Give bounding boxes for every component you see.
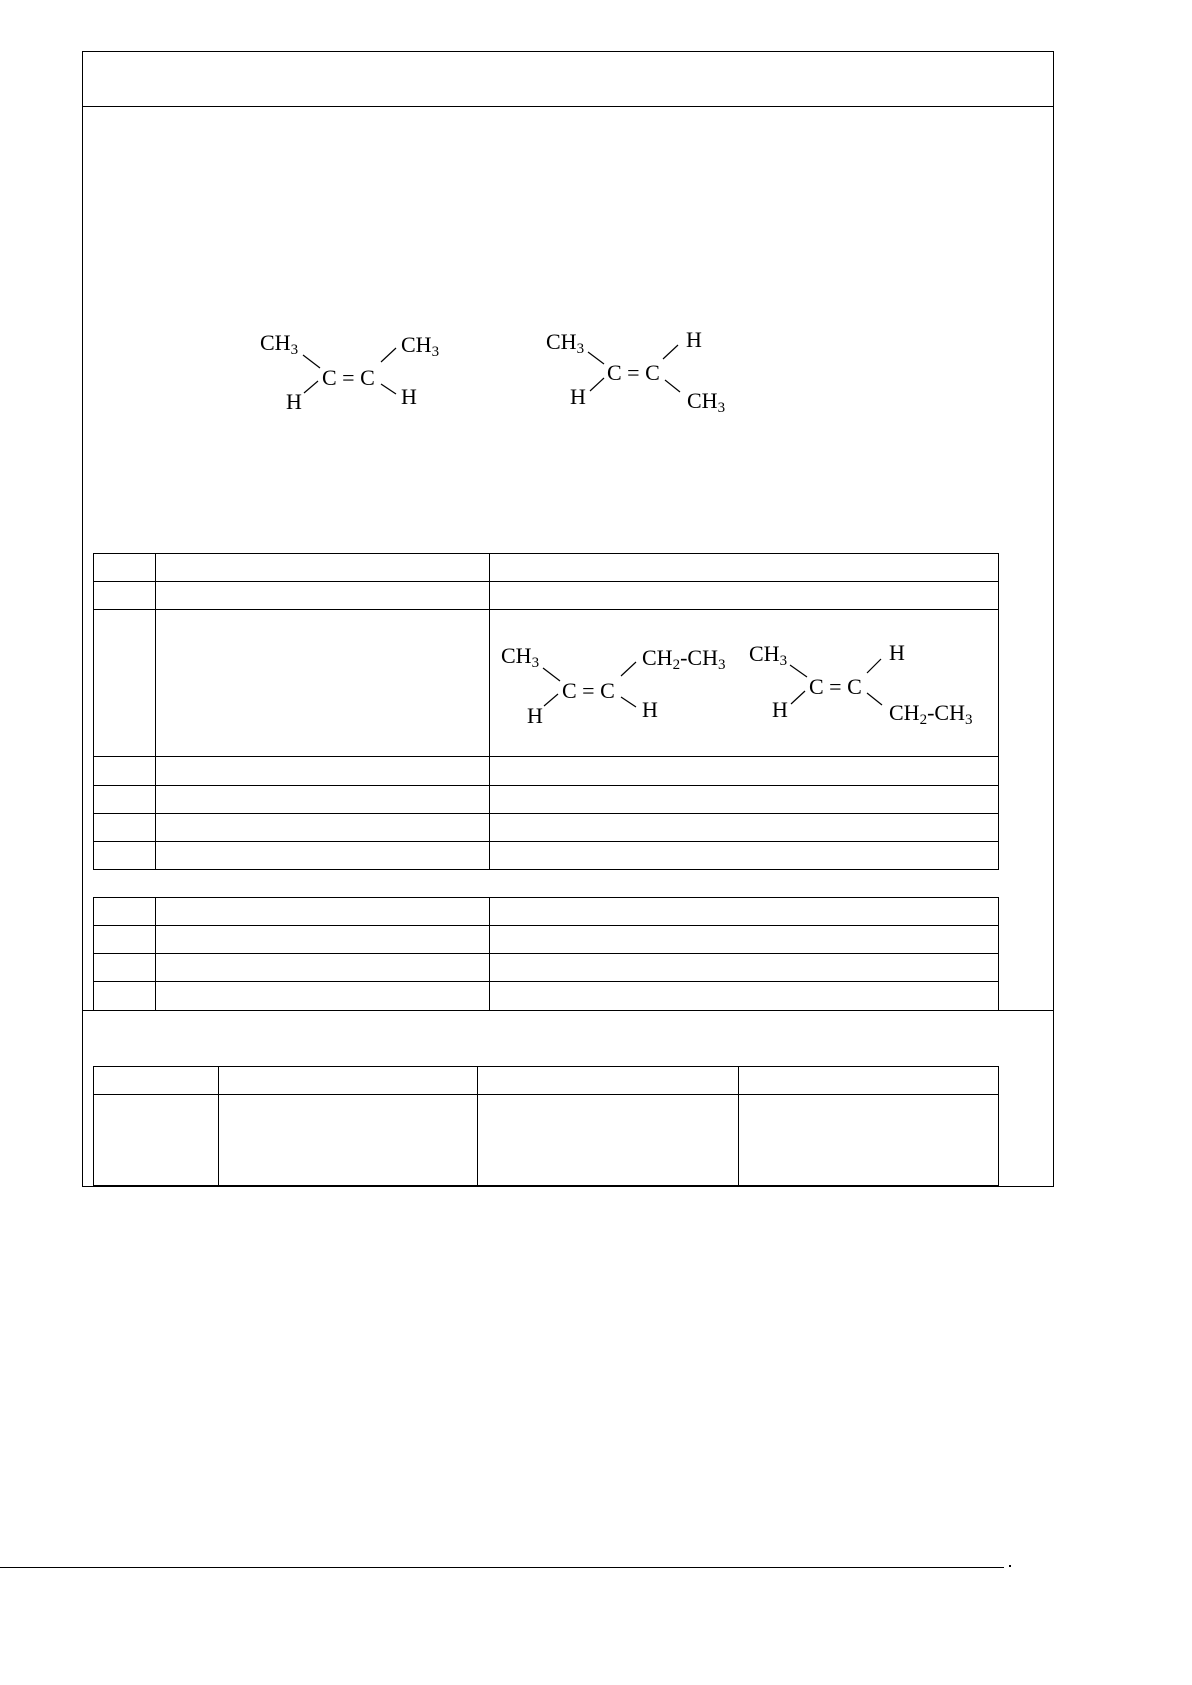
table-cell	[94, 954, 156, 982]
bottom-left-group	[772, 699, 788, 721]
top-left-group	[260, 330, 299, 358]
table-row	[94, 757, 999, 786]
group-symbol: CH	[401, 332, 432, 357]
bond-line	[588, 352, 604, 364]
bond-lines	[738, 610, 995, 755]
group-subscript: 3	[531, 655, 540, 671]
table-row	[94, 1067, 999, 1095]
table-cell	[156, 814, 490, 842]
table-cell	[94, 1067, 219, 1095]
cis-isomer-structure	[250, 320, 450, 420]
group-subscript: 2	[919, 712, 928, 728]
carbon-double-bond-label: C = C	[562, 678, 615, 703]
header-divider	[82, 106, 1054, 107]
table-cell	[156, 554, 490, 582]
group-symbol: H	[401, 384, 417, 409]
group-symbol: H	[527, 703, 543, 728]
table-2	[93, 897, 999, 1011]
top-right-group	[642, 645, 726, 673]
table-row	[94, 814, 999, 842]
top-left-group	[749, 641, 788, 669]
group-symbol: -CH	[927, 700, 965, 725]
bottom-right-group	[642, 699, 658, 721]
table-cell	[490, 842, 999, 870]
table-cell	[156, 982, 490, 1011]
group-symbol: H	[889, 640, 905, 665]
table-cell-structures	[490, 610, 999, 757]
table-row	[94, 842, 999, 870]
bottom-left-group	[286, 391, 302, 413]
group-symbol: CH	[501, 643, 532, 668]
table-1	[93, 553, 999, 870]
table-cell	[156, 786, 490, 814]
table-row	[94, 898, 999, 926]
table-cell	[94, 554, 156, 582]
table-cell	[219, 1095, 478, 1186]
table-cell	[156, 842, 490, 870]
bottom-right-group	[889, 700, 973, 728]
bond-lines	[490, 610, 740, 755]
group-subscript: 3	[717, 657, 726, 673]
bond-line	[304, 381, 318, 393]
table-row	[94, 926, 999, 954]
table-cell	[156, 610, 490, 757]
table-cell	[478, 1095, 739, 1186]
group-symbol: CH	[749, 641, 780, 666]
group-symbol: H	[570, 384, 586, 409]
bond-line	[663, 345, 678, 359]
bond-line	[867, 659, 881, 673]
bond-line	[590, 378, 604, 391]
table-cell	[94, 926, 156, 954]
carbon-double-bond-label: C = C	[607, 360, 660, 385]
table-row	[94, 554, 999, 582]
group-subscript: 3	[431, 344, 440, 360]
group-symbol: H	[772, 697, 788, 722]
trans-isomer-structure	[738, 610, 995, 755]
table-cell	[94, 842, 156, 870]
table-cell	[94, 1095, 219, 1186]
table-3	[93, 1066, 999, 1186]
bond-line	[381, 384, 396, 394]
carbon-double-bond-label: C = C	[809, 674, 862, 699]
top-right-group	[401, 332, 440, 360]
table-cell	[94, 982, 156, 1011]
group-symbol: CH	[889, 700, 920, 725]
table-cell	[156, 757, 490, 786]
table-cell	[94, 582, 156, 610]
table-row	[94, 582, 999, 610]
bottom-right-group	[401, 386, 417, 408]
table-cell	[478, 1067, 739, 1095]
group-subscript: 3	[717, 400, 726, 416]
bond-line	[303, 355, 320, 368]
group-subscript: 3	[779, 653, 788, 669]
group-symbol: CH	[642, 645, 673, 670]
table-cell	[490, 554, 999, 582]
table-cell	[156, 898, 490, 926]
bond-line	[621, 697, 636, 707]
table-cell	[156, 954, 490, 982]
table-cell	[94, 610, 156, 757]
bond-line	[543, 668, 560, 681]
bond-line	[621, 662, 636, 676]
footer-rule	[0, 1567, 1004, 1568]
table-row	[94, 786, 999, 814]
bottom-left-group	[570, 386, 586, 408]
footer-mark	[1009, 1565, 1011, 1567]
group-symbol: H	[286, 389, 302, 414]
group-subscript: 3	[576, 341, 585, 357]
bond-line	[381, 348, 396, 362]
group-symbol: CH	[687, 388, 718, 413]
group-symbol: CH	[260, 330, 291, 355]
table-cell	[156, 582, 490, 610]
group-symbol: H	[642, 697, 658, 722]
table-row	[94, 982, 999, 1011]
table-cell	[94, 814, 156, 842]
bottom-left-group	[527, 705, 543, 727]
table-cell	[94, 898, 156, 926]
table-cell	[490, 786, 999, 814]
table-cell	[490, 954, 999, 982]
top-right-group	[889, 642, 905, 664]
group-symbol: -CH	[680, 645, 718, 670]
table-cell	[490, 926, 999, 954]
table-row	[94, 954, 999, 982]
top-right-group	[686, 329, 702, 351]
table-cell	[739, 1095, 999, 1186]
table-cell	[490, 757, 999, 786]
group-symbol: H	[686, 327, 702, 352]
group-subscript: 2	[672, 657, 681, 673]
top-left-group	[501, 643, 540, 671]
bond-line	[791, 691, 805, 704]
table-row	[94, 1095, 999, 1186]
bond-line	[665, 380, 680, 392]
table-cell	[490, 582, 999, 610]
table-cell	[490, 814, 999, 842]
table-cell	[94, 757, 156, 786]
table-cell	[156, 926, 490, 954]
header-cell	[83, 52, 1053, 106]
bond-line	[867, 693, 882, 705]
structures-box	[490, 610, 997, 755]
top-left-group	[546, 329, 585, 357]
table-cell	[739, 1067, 999, 1095]
bond-line	[544, 694, 558, 706]
table-cell	[219, 1067, 478, 1095]
bond-line	[790, 665, 807, 677]
bottom-right-group	[687, 388, 726, 416]
group-subscript: 3	[964, 712, 973, 728]
trans-isomer-structure	[535, 320, 735, 420]
cis-isomer-structure	[490, 610, 740, 755]
table-cell	[490, 982, 999, 1011]
group-symbol: CH	[546, 329, 577, 354]
table-row	[94, 610, 999, 757]
carbon-double-bond-label: C = C	[322, 365, 375, 390]
table-cell	[94, 786, 156, 814]
table-cell	[490, 898, 999, 926]
group-subscript: 3	[290, 342, 299, 358]
